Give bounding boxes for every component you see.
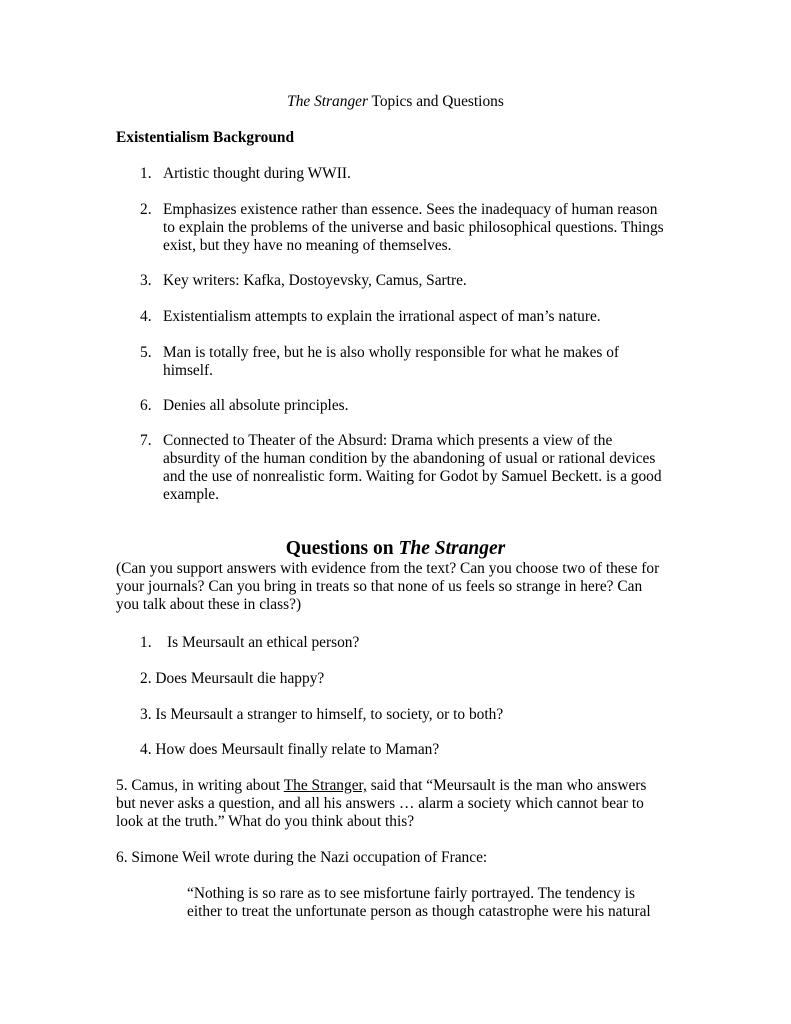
- question-1: Is Meursault an ethical person?: [167, 634, 360, 651]
- item-line: and the use of nonrealistic form. Waiting for Godot by Samuel Beckett. is a good: [163, 468, 662, 485]
- item-number: 7.: [140, 432, 152, 449]
- item-number: 2.: [140, 201, 152, 218]
- section-heading-background: Existentialism Background: [116, 129, 295, 146]
- intro-line: (Can you support answers with evidence from the text? Can you choose two of these for: [116, 560, 660, 577]
- item-line: Connected to Theater of the Absurd: Drama which presents a view of the: [163, 432, 613, 449]
- section-heading-questions: [0, 538, 791, 560]
- item-line: Artistic thought during WWII.: [163, 165, 351, 182]
- questions-heading-italic: The Stranger: [398, 538, 506, 559]
- item-line: example.: [163, 486, 219, 503]
- page-title: [0, 93, 791, 111]
- question-4: 4. How does Meursault finally relate to Maman?: [140, 741, 440, 758]
- intro-line: your journals? Can you bring in treats so that none of us feels so strange in here? Can: [116, 578, 643, 595]
- quote-line: either to treat the unfortunate person as though catastrophe were his natural: [187, 903, 651, 920]
- question-number: 1.: [140, 634, 152, 651]
- q5-title-underlined: The Stranger,: [283, 777, 367, 794]
- item-line: Denies all absolute principles.: [163, 397, 349, 414]
- question-5-line: look at the truth.” What do you think about this?: [116, 813, 415, 830]
- item-line: Key writers: Kafka, Dostoyevsky, Camus, Sartre.: [163, 272, 467, 289]
- question-6: 6. Simone Weil wrote during the Nazi occupation of France:: [116, 849, 488, 866]
- question-3: 3. Is Meursault a stranger to himself, to society, or to both?: [140, 706, 504, 723]
- item-line: to explain the problems of the universe and basic philosophical questions. Things: [163, 219, 664, 236]
- item-line: Emphasizes existence rather than essence. Sees the inadequacy of human reason: [163, 201, 658, 218]
- quote-line: “Nothing is so rare as to see misfortune fairly portrayed. The tendency is: [187, 885, 636, 902]
- item-number: 4.: [140, 308, 152, 325]
- item-number: 3.: [140, 272, 152, 289]
- title-italic: The Stranger: [287, 93, 368, 110]
- q5-pre: 5. Camus, in writing about: [116, 777, 284, 794]
- title-rest: Topics and Questions: [367, 93, 504, 110]
- item-line: Man is totally free, but he is also wholly responsible for what he makes of: [163, 344, 620, 361]
- questions-heading-plain: Questions on: [285, 538, 399, 559]
- item-line: Existentialism attempts to explain the irrational aspect of man’s nature.: [163, 308, 601, 325]
- item-line: exist, but they have no meaning of themselves.: [163, 237, 452, 254]
- item-number: 1.: [140, 165, 152, 182]
- question-5-line: but never asks a question, and all his answers … alarm a society which cannot bear to: [116, 795, 644, 812]
- question-5-line: [116, 777, 646, 795]
- q5-post: said that “Meursault is the man who answers: [366, 777, 647, 794]
- item-number: 5.: [140, 344, 152, 361]
- question-2: 2. Does Meursault die happy?: [140, 670, 325, 687]
- intro-line: you talk about these in class?): [116, 596, 302, 613]
- item-line: absurdity of the human condition by the abandoning of usual or rational devices: [163, 450, 656, 467]
- item-number: 6.: [140, 397, 152, 414]
- item-line: himself.: [163, 362, 214, 379]
